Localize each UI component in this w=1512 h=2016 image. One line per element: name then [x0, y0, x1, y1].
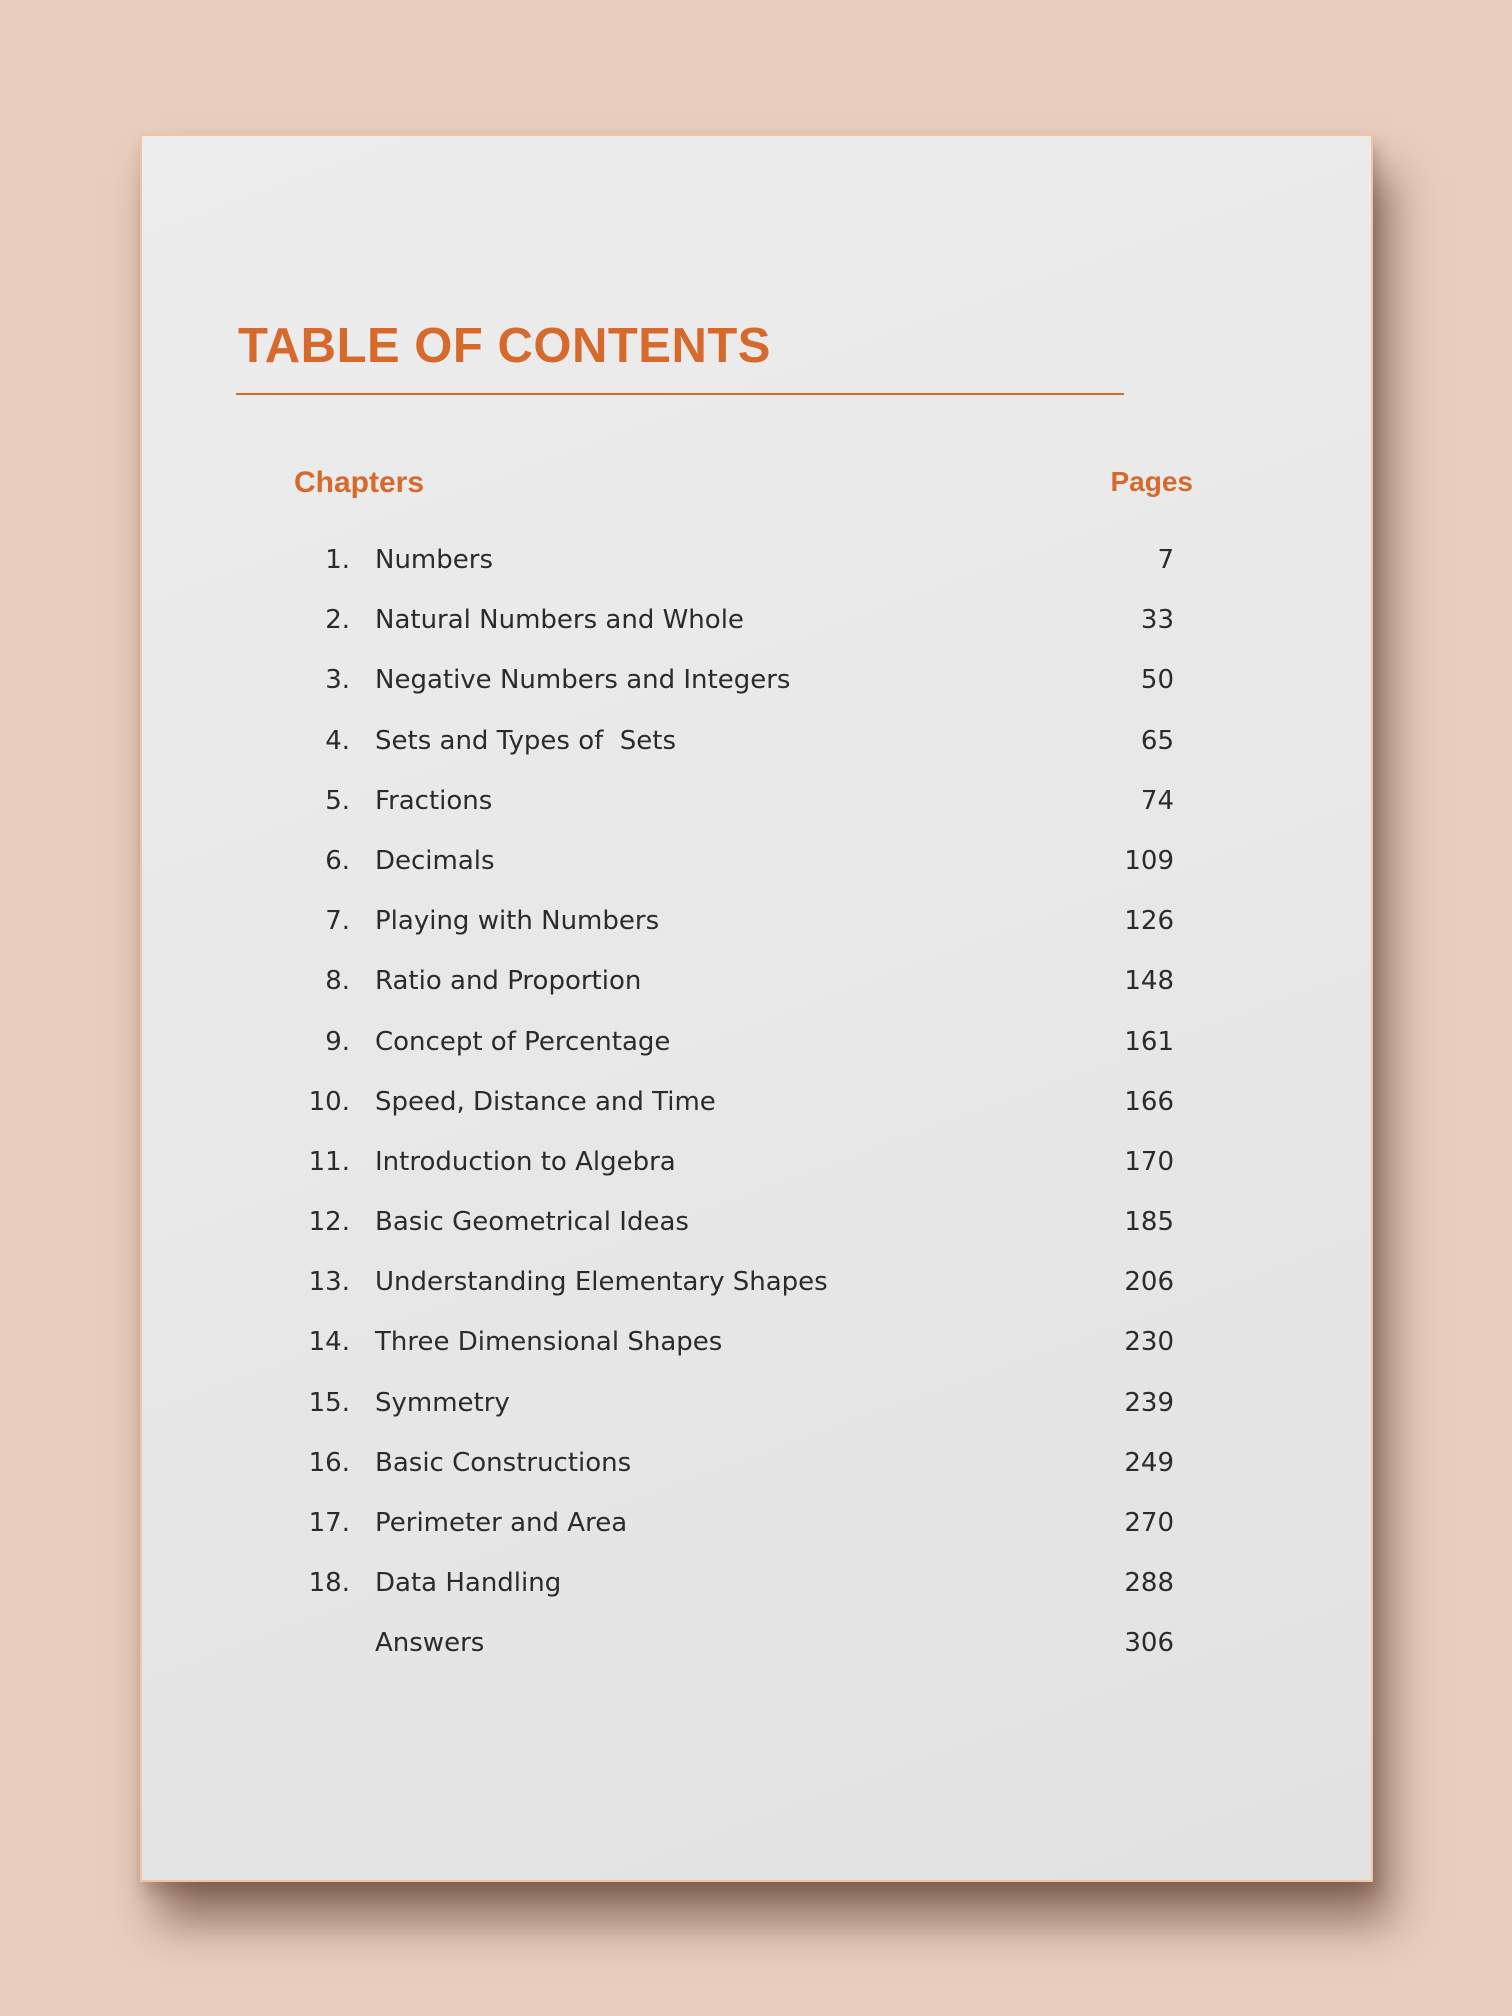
chapter-number: 9. [325, 1026, 350, 1057]
chapter-title: Data Handling [375, 1568, 562, 1599]
toc-entry [142, 711, 1371, 771]
chapter-number: 1. [325, 545, 350, 575]
chapter-title: Fractions [375, 785, 493, 816]
page-number: 230 [1124, 1327, 1174, 1358]
chapter-number: 7. [325, 906, 350, 937]
toc-entry [142, 771, 1371, 831]
chapter-number: 12. [308, 1207, 350, 1238]
page-number: 50 [1140, 665, 1174, 696]
title-underline [236, 393, 1124, 395]
page-number: 166 [1124, 1086, 1174, 1117]
toc-entry [142, 1072, 1371, 1132]
chapter-number: 17. [308, 1508, 350, 1538]
chapter-title: Three Dimensional Shapes [375, 1327, 723, 1358]
chapter-title: Speed, Distance and Time [375, 1086, 716, 1117]
chapter-title: Decimals [375, 845, 495, 876]
toc-entry [142, 1132, 1371, 1192]
toc-entry [142, 590, 1371, 650]
chapter-number: 15. [308, 1387, 350, 1418]
chapter-number: 18. [308, 1568, 350, 1599]
toc-entry [142, 1312, 1371, 1372]
chapter-number: 10. [308, 1086, 350, 1117]
toc-entry [142, 1613, 1371, 1673]
chapter-title: Sets and Types of Sets [375, 725, 677, 756]
toc-entry [142, 831, 1371, 891]
toc-entry [142, 891, 1371, 951]
toc-entry [142, 530, 1371, 590]
page-number: 306 [1124, 1628, 1174, 1659]
chapter-title: Basic Geometrical Ideas [375, 1207, 689, 1238]
page-number: 74 [1140, 785, 1174, 816]
pages-column-header: Pages [1110, 466, 1193, 497]
chapter-title: Numbers [375, 545, 493, 575]
toc-list [142, 530, 1371, 1674]
toc-entry [142, 1433, 1371, 1493]
chapter-title: Understanding Elementary Shapes [375, 1267, 828, 1298]
chapter-title: Symmetry [375, 1387, 510, 1418]
page-number: 65 [1140, 725, 1174, 756]
chapter-title: Concept of Percentage [375, 1026, 671, 1057]
toc-entry [142, 951, 1371, 1011]
toc-entry [142, 1373, 1371, 1433]
page-number: 270 [1124, 1508, 1174, 1538]
chapter-title: Negative Numbers and Integers [375, 665, 791, 696]
chapter-number: 6. [325, 845, 350, 876]
toc-entry [142, 1252, 1371, 1312]
chapters-column-header: Chapters [294, 466, 425, 499]
document-page [140, 134, 1373, 1882]
chapter-title: Playing with Numbers [375, 906, 660, 937]
page-number: 185 [1124, 1207, 1174, 1238]
toc-entry [142, 1493, 1371, 1553]
chapter-number: 16. [308, 1447, 350, 1478]
chapter-number: 2. [325, 605, 350, 636]
chapter-title: Basic Constructions [375, 1447, 632, 1478]
chapter-number: 8. [325, 966, 350, 997]
chapter-number: 11. [308, 1146, 350, 1177]
page-number: 109 [1124, 845, 1174, 876]
toc-entry [142, 650, 1371, 710]
page-number: 126 [1124, 906, 1174, 937]
page-number: 33 [1140, 605, 1174, 636]
chapter-number: 13. [308, 1267, 350, 1298]
page-number: 161 [1124, 1026, 1174, 1057]
page-number: 206 [1124, 1267, 1174, 1298]
page-number: 170 [1124, 1146, 1174, 1177]
chapter-title: Ratio and Proportion [375, 966, 642, 997]
page-number: 148 [1124, 966, 1174, 997]
page-number: 239 [1124, 1387, 1174, 1418]
toc-entry [142, 1012, 1371, 1072]
chapter-title: Answers [375, 1628, 485, 1659]
chapter-number: 4. [325, 725, 350, 756]
chapter-title: Introduction to Algebra [375, 1146, 676, 1177]
toc-entry [142, 1192, 1371, 1252]
chapter-number: 14. [308, 1327, 350, 1358]
page-number: 7 [1157, 545, 1174, 575]
chapter-number: 3. [325, 665, 350, 696]
page-number: 288 [1124, 1568, 1174, 1599]
page-title: TABLE OF CONTENTS [238, 319, 771, 373]
chapter-title: Perimeter and Area [375, 1508, 628, 1538]
chapter-title: Natural Numbers and Whole [375, 605, 744, 636]
chapter-number: 5. [325, 785, 350, 816]
toc-entry [142, 1553, 1371, 1613]
page-number: 249 [1124, 1447, 1174, 1478]
